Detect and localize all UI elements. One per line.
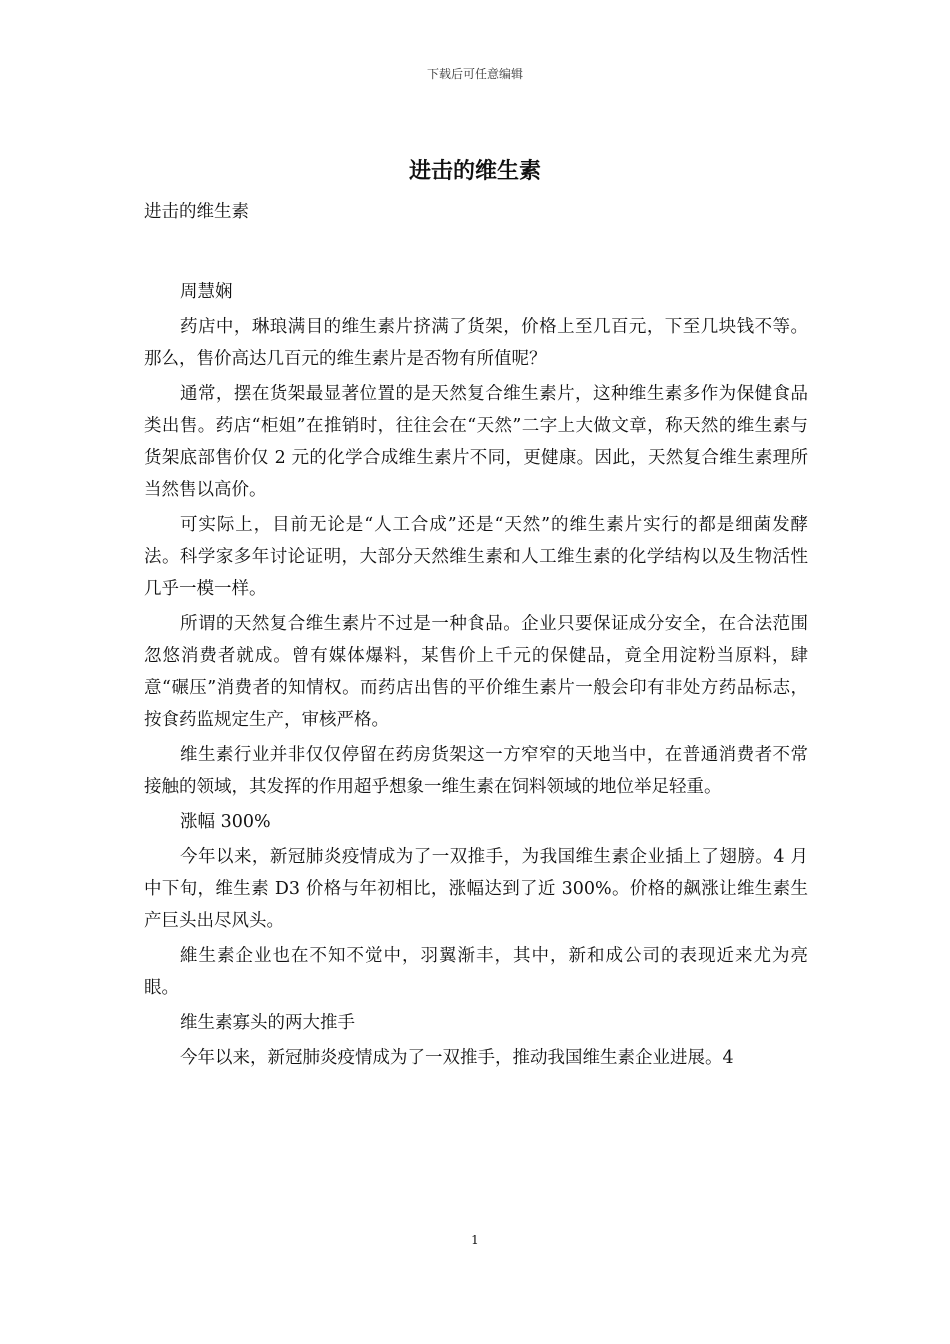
paragraph-3: 可实际上，目前无论是“人工合成”还是“天然”的维生素片实行的都是细菌发酵法。科学家多年讨论证明，大部分天然维生素和人工维生素的化学结构以及生物活性几乎一模一样。: [144, 515, 808, 599]
paragraph-1: 药店中，琳琅满目的维生素片挤满了货架，价格上至几百元，下至几块钱不等。那么，售价高达几百元的维生素片是否物有所值呢？: [144, 317, 808, 369]
paragraph-2: 通常，摆在货架最显著位置的是天然复合维生素片，这种维生素多作为保健食品类出售。药店“柜姐”在推销时，往往会在“天然”二字上大做文章，称天然的维生素与货架底部售价仅 2 元的化学合成维生素片不同，更健康。因此，天然复合维生素理所当然售以高价。: [144, 384, 808, 500]
paragraph-4: 所谓的天然复合维生素片不过是一种食品。企业只要保证成分安全，在合法范围忽悠消费者就成。曾有媒体爆料，某售价上千元的保健品，竟全用淀粉当原料，肆意“碾压”消费者的知情权。而药店出售的平价维生素片一般会印有非处方药品标志，按食药监规定生产，审核严格。: [144, 614, 808, 730]
document-title: 进击的维生素: [408, 158, 541, 184]
paragraph-8: 今年以来，新冠肺炎疫情成为了一双推手，推动我国维生素企业进展。4: [180, 1048, 734, 1068]
page-number: 1: [471, 1233, 479, 1247]
paragraph-5: 维生素行业并非仅仅停留在药房货架这一方窄窄的天地当中，在普通消费者不常接触的领域，其发挥的作用超乎想象一维生素在饲料领域的地位举足轻重。: [144, 745, 808, 797]
section-heading-rise: 涨幅 300%: [180, 812, 271, 832]
paragraph-6: 今年以来，新冠肺炎疫情成为了一双推手，为我国维生素企业插上了翅膀。4 月中下旬，维生素 D3 价格与年初相比，涨幅达到了近 300%。价格的飙涨让维生素生产巨头出尽风头。: [144, 847, 808, 931]
document-body: [144, 196, 808, 1077]
document-subtitle: 进击的维生素: [144, 202, 249, 222]
section-heading-drivers: 维生素寡头的两大推手: [180, 1013, 355, 1033]
paragraph-7: 維生素企业也在不知不觉中，羽翼渐丰，其中，新和成公司的表现近来尤为亮眼。: [144, 946, 808, 998]
author-line: 周慧娴: [180, 282, 233, 302]
page-header-note: 下载后可任意编辑: [426, 67, 523, 81]
